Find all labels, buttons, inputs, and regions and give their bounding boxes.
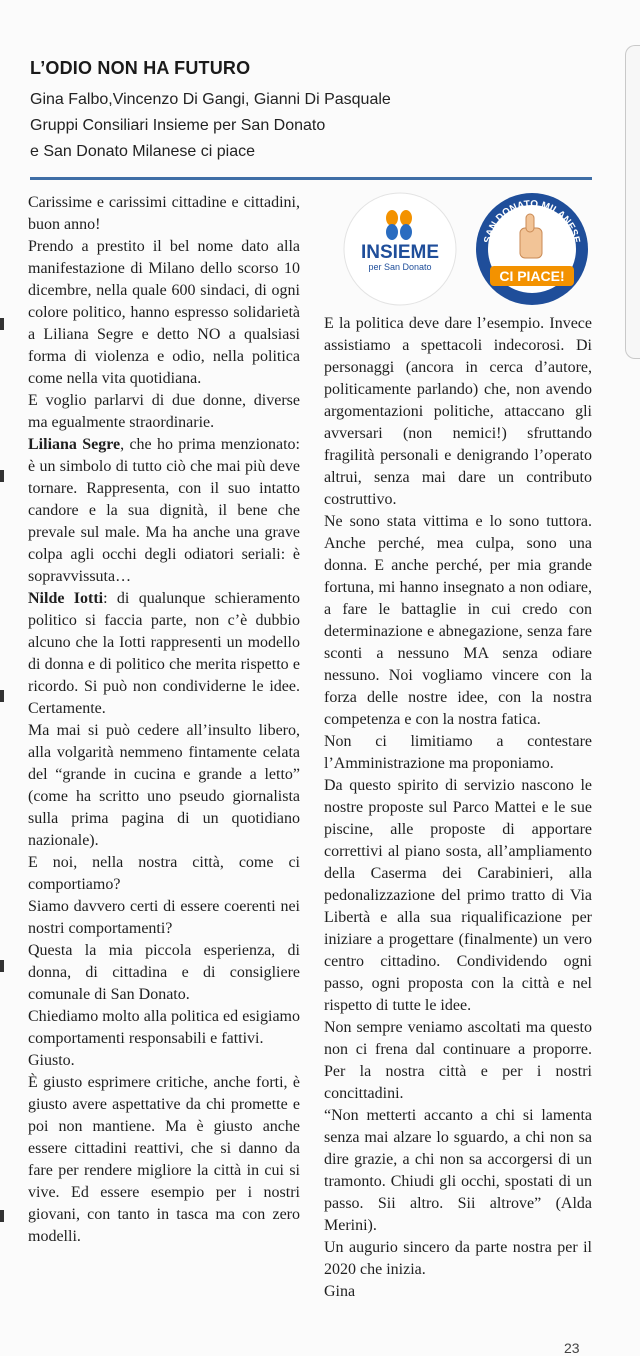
edge-mark	[0, 960, 4, 972]
paragraph: E noi, nella nostra città, come ci comportiamo?	[28, 854, 300, 893]
paragraph: Ne sono stata vittima e lo sono tuttora. Anche perché, mea culpa, sono una donna. E anche perché, per mia grande fortuna, mi hanno insegnato a non odiare, a fare le battaglie in cui credo con determinazione e abnegazione, senza fare sconti a nessuno MA senza odiare nessuno. Noi vogliamo vincere con la forza delle nostre idee, con la nostra competenza e con la nostra fatica.	[324, 513, 592, 728]
paragraph: Non ci limitiamo a contestare l’Amministrazione ma proponiamo.	[324, 733, 592, 772]
insieme-logo-title: INSIEME	[360, 242, 440, 263]
paragraph	[28, 588, 300, 720]
paragraph-text: , che ho prima menzionato: è un simbolo di tutto ciò che mai più deve tornare. Rappresenta, con il suo intatto candore e la sua dignità, il bene che prevale sul male. Ma ha anche una grave colpa agli occhi degli odiatori seriali: è sopravvissuta…	[28, 436, 300, 585]
left-column	[28, 192, 300, 1248]
paragraph: Giusto.	[28, 1052, 75, 1069]
paragraph: Prendo a prestito il bel nome dato alla manifestazione di Milano dello scorso 10 dicembre, nella quale 600 sindaci, di ogni colore politico, hanno espresso solidarietà a Liliana Segre e detto NO a qualsiasi forma di violenza e odio, nella politica come nella vita quotidiana.	[28, 238, 300, 387]
group-line-2: e San Donato Milanese ci piace	[30, 143, 256, 160]
party-logos	[340, 192, 590, 307]
paragraph: Questa la mia piccola esperienza, di donna, di cittadina e di consigliere comunale di San Donato.	[28, 942, 300, 1003]
edge-mark	[0, 1210, 4, 1222]
paragraph: Siamo davvero certi di essere coerenti nei nostri comportamenti?	[28, 898, 300, 937]
paragraph-text: : di qualunque schieramento politico si faccia parte, non c’è dubbio alcuno che la Iotti rappresenti un modello di donna e di politico che merita rispetto e ricordo. Si può non condividerne le idee. Certamente.	[28, 590, 300, 717]
paragraph: E la politica deve dare l’esempio. Invece assistiamo a spettacoli indecorosi. Di personaggi (ancora in cerca d’autore, politicamente parlando) che, non avendo argomentazioni politiche, attaccano gli avversari (non nemici!) sfruttando fragilità personali e denigrando l’operato altrui, senza mai dare un contributo costruttivo.	[324, 315, 592, 508]
insieme-logo-subtitle: per San Donato	[368, 262, 432, 272]
edge-mark	[0, 690, 4, 702]
paragraph: È giusto esprimere critiche, anche forti, è giusto avere aspettative da chi promette e poi non mantiene. Ma è giusto anche essere cittadini reattivi, che si danno da fare per rendere migliore la città in cui si vive. Ed essere esempio per i nostri giovani, con tanto in tasca ma con zero modelli.	[28, 1074, 300, 1245]
authors-line: Gina Falbo,Vincenzo Di Gangi, Gianni Di Pasquale	[30, 91, 391, 108]
paragraph	[28, 434, 300, 588]
paragraph: Da questo spirito di servizio nascono le nostre proposte sul Parco Mattei e le sue piscine, alle proposte di apportare correttivi al piano sosta, all’ampliamento della Caserma dei Carabinieri, alla pedonalizzazione del primo tratto di Via Libertà e alla sua riqualificazione per iniziare a progettare (finalmente) un vero centro cittadino. Condividendo ogni passo, ogni proposta con la città e nel rispetto di tutte le idee.	[324, 777, 592, 1014]
article-headline: L’ODIO NON HA FUTURO	[30, 58, 251, 78]
page-number: 23	[564, 1340, 580, 1356]
article-header	[30, 58, 592, 165]
sdm-logo-slogan: CI PIACE!	[499, 268, 565, 284]
paragraph: Ma mai si può cedere all’insulto libero, alla volgarità nemmeno fintamente celata del “grande in cucina e grande a letto” (come ha scritto uno pseudo giornalista sulla prima pagina di un quotidiano nazionale).	[28, 722, 300, 849]
logos-svg	[340, 192, 590, 307]
group-line-1: Gruppi Consiliari Insieme per San Donato	[30, 117, 326, 134]
sdm-logo-arc-text: SAN DONATO MILANESE	[482, 198, 582, 245]
signature: Gina	[324, 1283, 356, 1300]
header-divider	[30, 177, 592, 180]
paragraph: E voglio parlarvi di due donne, diverse ma egualmente straordinarie.	[28, 392, 300, 431]
paragraph: Non sempre veniamo ascoltati ma questo non ci frena dal continuare a proporre. Per la nostra città e per i nostri concittadini.	[324, 1019, 592, 1102]
paragraph: Carissime e carissimi cittadine e cittadini, buon anno!	[28, 194, 300, 233]
person-name-iotti: Nilde Iotti	[28, 590, 104, 607]
scrollbar[interactable]	[625, 45, 640, 359]
edge-mark	[0, 470, 4, 482]
person-name-segre: Liliana Segre	[28, 436, 121, 453]
paragraph: Chiediamo molto alla politica ed esigiamo comportamenti responsabili e fattivi.	[28, 1008, 300, 1047]
paragraph: Un augurio sincero da parte nostra per il 2020 che inizia.	[324, 1239, 592, 1278]
right-column	[324, 313, 592, 1303]
paragraph: “Non metterti accanto a chi si lamenta senza mai alzare lo sguardo, a chi non sa dire grazie, a chi non sa accorgersi di un tramonto. Chiudi gli occhi, spostati di un passo. Sii altro. Sii altrove” (Alda Merini).	[324, 1107, 592, 1234]
edge-mark	[0, 318, 4, 330]
